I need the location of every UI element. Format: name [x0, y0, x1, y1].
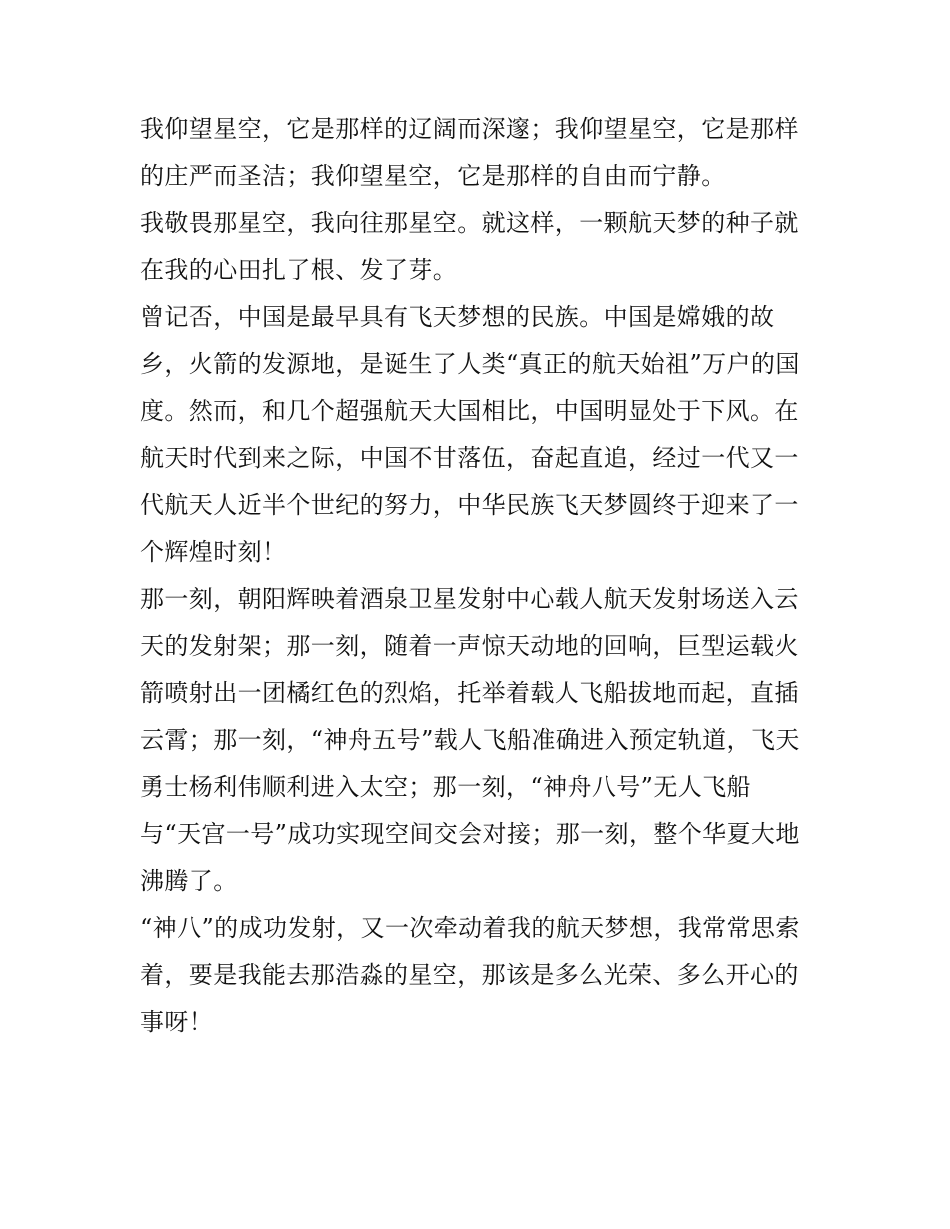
text-line: 度。然而，和几个超强航天大国相比，中国明显处于下风。在 — [140, 397, 799, 425]
text-line: 那一刻，朝阳辉映着酒泉卫星发射中心载人航天发射场送入云 — [140, 585, 799, 613]
text-line: 我敬畏那星空，我向往那星空。就这样，一颗航天梦的种子就 — [140, 209, 799, 237]
text-line: 航天时代到来之际，中国不甘落伍，奋起直追，经过一代又一 — [140, 444, 799, 472]
text-line: 沸腾了。 — [140, 867, 238, 895]
text-line: 曾记否，中国是最早具有飞天梦想的民族。中国是嫦娥的故 — [140, 303, 775, 331]
text-line: “神八”的成功发射，又一次牵动着我的航天梦想，我常常思索 — [140, 914, 800, 942]
paragraph-4 — [140, 576, 812, 905]
paragraph-2 — [140, 200, 812, 294]
text-line: 个辉煌时刻！ — [140, 538, 287, 566]
text-line: 在我的心田扎了根、发了芽。 — [140, 256, 458, 284]
text-line: 的庄严而圣洁；我仰望星空，它是那样的自由而宁静。 — [140, 162, 726, 190]
text-line: 代航天人近半个世纪的努力，中华民族飞天梦圆终于迎来了一 — [140, 491, 799, 519]
text-line: 勇士杨利伟顺利进入太空；那一刻，“神舟八号”无人飞船 — [140, 773, 751, 801]
text-line: 与“天宫一号”成功实现空间交会对接；那一刻，整个华夏大地 — [140, 820, 800, 848]
text-line: 事呀！ — [140, 1008, 214, 1036]
text-line: 着，要是我能去那浩淼的星空，那该是多么光荣、多么开心的 — [140, 961, 799, 989]
text-line: 我仰望星空，它是那样的辽阔而深邃；我仰望星空，它是那样 — [140, 115, 799, 143]
paragraph-1 — [140, 106, 812, 200]
text-line: 天的发射架；那一刻，随着一声惊天动地的回响，巨型运载火 — [140, 632, 799, 660]
text-line: 云霄；那一刻，“神舟五号”载人飞船准确进入预定轨道，飞天 — [140, 726, 800, 754]
paragraph-3 — [140, 294, 812, 576]
document-body — [140, 106, 812, 1046]
text-line: 箭喷射出一团橘红色的烈焰，托举着载人飞船拔地而起，直插 — [140, 679, 799, 707]
text-line: 乡，火箭的发源地，是诞生了人类“真正的航天始祖”万户的国 — [140, 350, 800, 378]
paragraph-5 — [140, 905, 812, 1046]
